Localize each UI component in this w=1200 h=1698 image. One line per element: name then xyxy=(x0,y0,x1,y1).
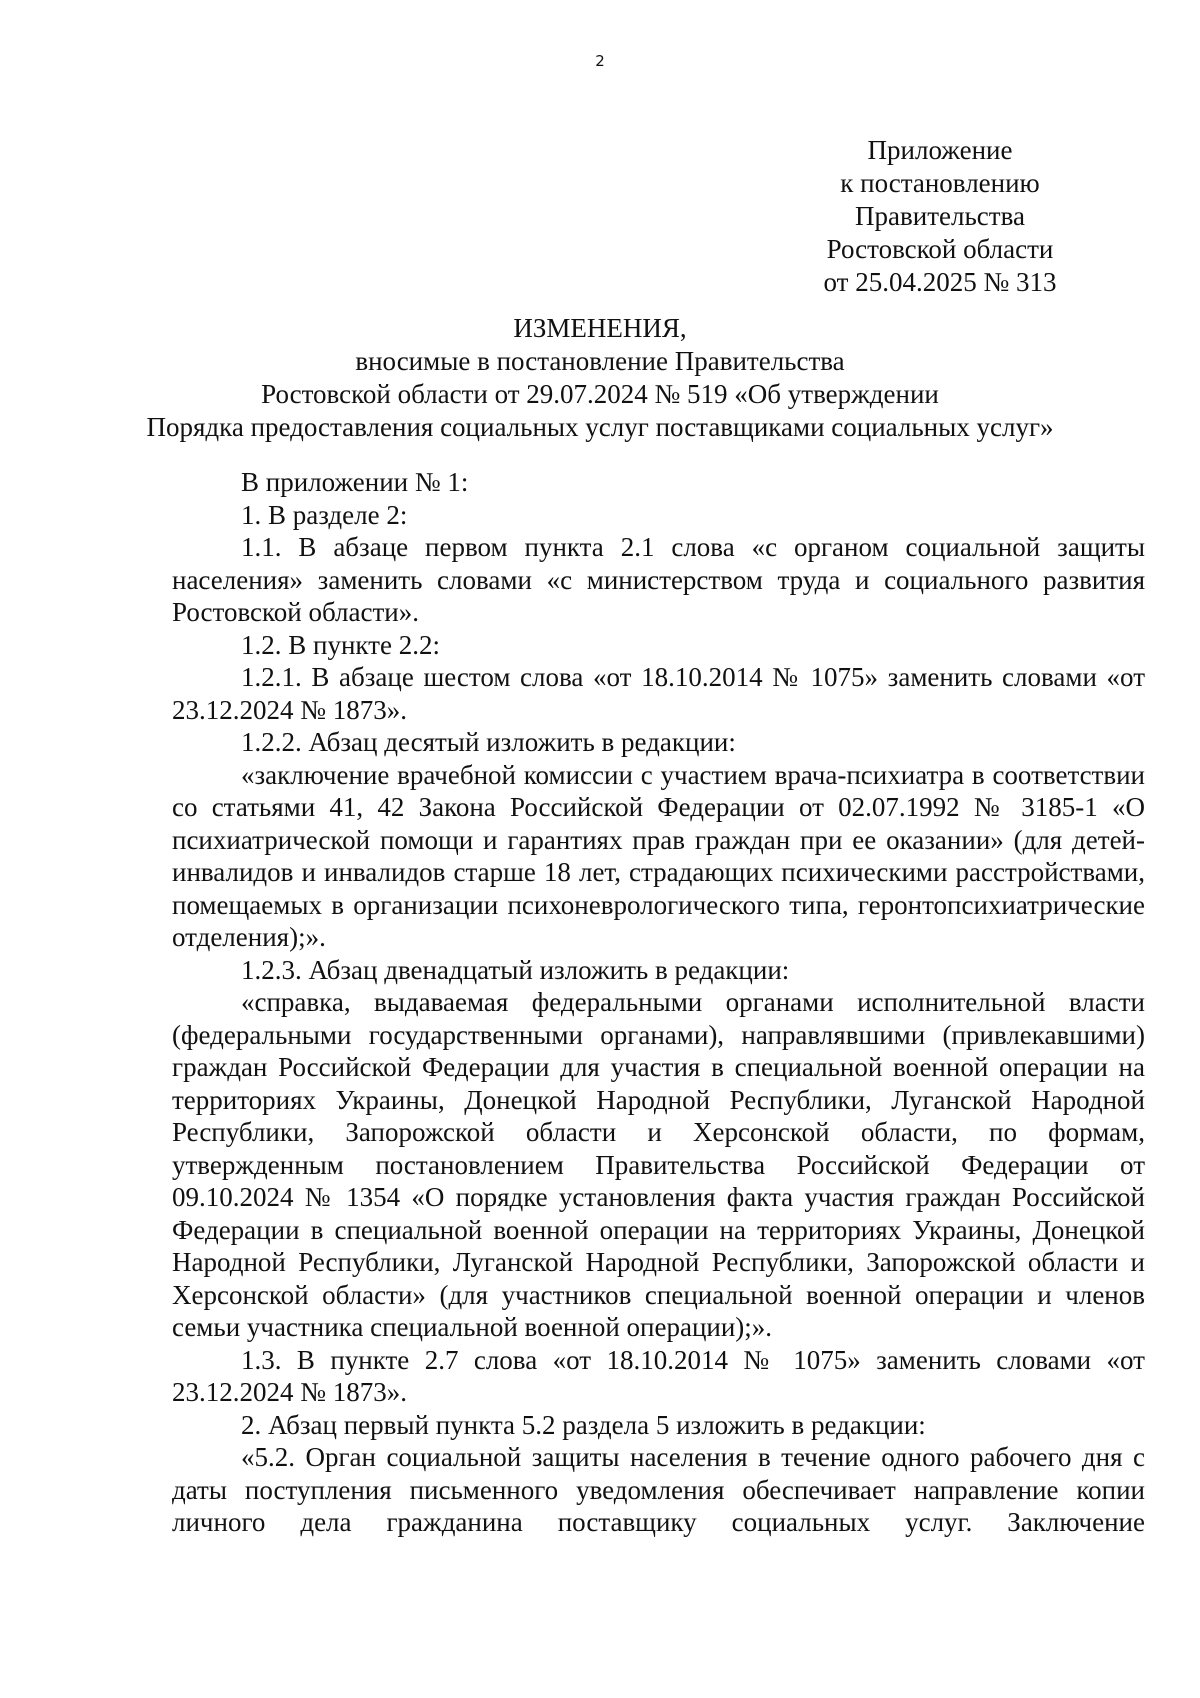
document-title xyxy=(100,312,1100,444)
paragraph: 2. Абзац первый пункта 5.2 раздела 5 изложить в редакции: xyxy=(241,1409,926,1440)
appendix-line: Приложение xyxy=(867,135,1013,165)
title-heading: ИЗМЕНЕНИЯ, xyxy=(513,313,687,343)
paragraph: 1. В разделе 2: xyxy=(241,499,408,530)
title-line: Порядка предоставления социальных услуг поставщиками социальных услуг» xyxy=(146,412,1054,442)
document-body xyxy=(172,466,1145,1539)
paragraph: 1.2. В пункте 2.2: xyxy=(241,629,440,660)
appendix-line: от 25.04.2025 № 313 xyxy=(823,267,1057,297)
paragraph: В приложении № 1: xyxy=(241,467,469,497)
appendix-block xyxy=(820,134,1060,299)
appendix-line: к постановлению xyxy=(840,168,1040,198)
paragraph: 1.2.2. Абзац десятый изложить в редакции: xyxy=(241,727,736,757)
paragraph: «заключение врачебной комиссии с участием врача-психиатра в соответствии со статьями 41, 42 Закона Российской Федерации от 02.07.1992 № 3185-1 «О психиатрической помощи и гарантиях прав граждан при ее оказании» (для детей-инвалидов и инвалидов старше 18 лет, страдающих психическими расстройствами, помещаемых в организации психоневрологического типа, геронтопсихиатрические отделения);». xyxy=(172,759,1145,952)
appendix-line: Ростовской области xyxy=(826,234,1054,264)
paragraph: 1.2.3. Абзац двенадцатый изложить в редакции: xyxy=(241,954,790,985)
appendix-line: Правительства xyxy=(855,201,1025,231)
paragraph: «справка, выдаваемая федеральными органами исполнительной власти (федеральными государственными органами), направлявшими (привлекавшими) граждан Российской Федерации для участия в специальной военной операции на территориях Украины, Донецкой Народной Республики, Луганской Народной Республики, Запорожской области и Херсонской области, по формам, утвержденным постановлением Правительства Российской Федерации от 09.10.2024 № 1354 «О порядке установления факта участия граждан Российской Федерации в специальной военной операции на территориях Украины, Донецкой Народной Республики, Луганской Народной Республики, Запорожской области и Херсонской области» (для участников специальной военной операции и членов семьи участника специальной военной операции);». xyxy=(172,987,1145,1342)
title-line: Ростовской области от 29.07.2024 № 519 «Об утверждении xyxy=(261,379,939,409)
paragraph: 1.2.1. В абзаце шестом слова «от 18.10.2014 № 1075» заменить словами «от 23.12.2024 № 1873». xyxy=(172,662,1145,725)
paragraph: 1.1. В абзаце первом пункта 2.1 слова «с органом социальной защиты населения» заменить словами «с министерством труда и социального развития Ростовской области». xyxy=(172,532,1145,627)
paragraph: «5.2. Орган социальной защиты населения в течение одного рабочего дня с даты поступления письменного уведомления обеспечивает направление копии личного дела гражданина поставщику социальных услуг. Заключение xyxy=(172,1442,1145,1537)
page-number: 2 xyxy=(595,52,605,70)
paragraph: 1.3. В пункте 2.7 слова «от 18.10.2014 № 1075» заменить словами «от 23.12.2024 № 1873». xyxy=(172,1344,1145,1407)
title-line: вносимые в постановление Правительства xyxy=(355,346,845,376)
